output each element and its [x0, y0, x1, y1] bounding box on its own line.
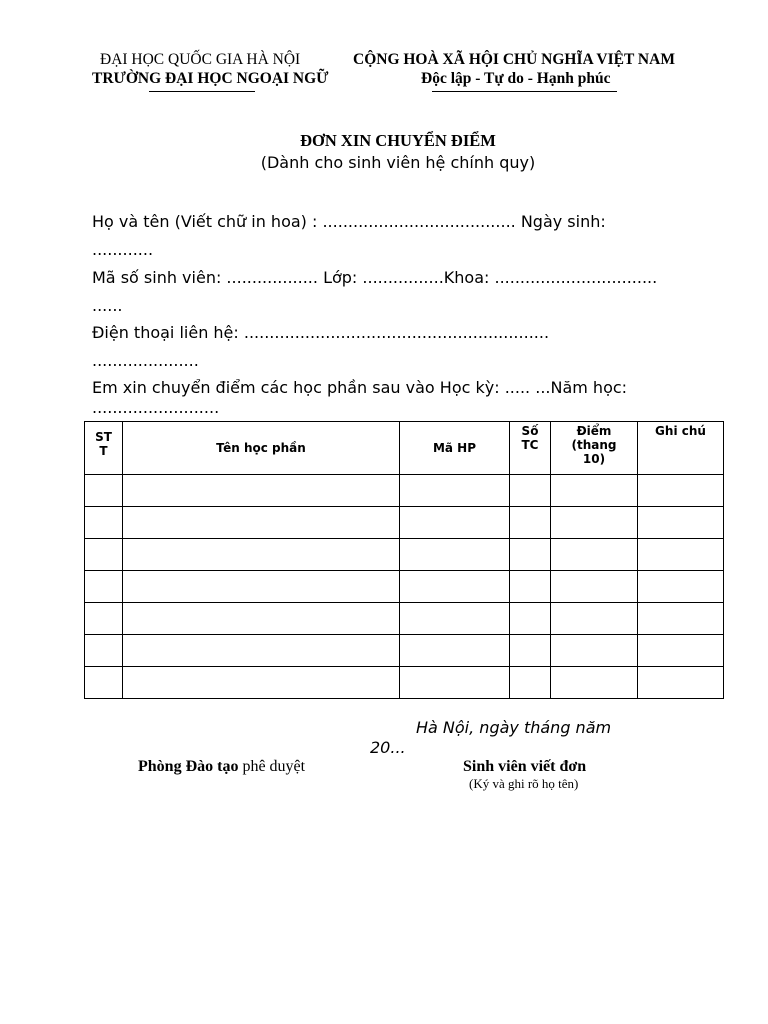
cell-course-code[interactable] — [400, 603, 510, 635]
table-row — [85, 475, 724, 507]
school-name: TRƯỜNG ĐẠI HỌC NGOẠI NGỮ — [92, 70, 329, 87]
cell-grade[interactable] — [551, 507, 638, 539]
cell-note[interactable] — [638, 603, 724, 635]
signature-note: (Ký và ghi rõ họ tên) — [469, 776, 579, 791]
cell-stt[interactable] — [85, 475, 123, 507]
cell-course-name[interactable] — [123, 539, 400, 571]
cell-grade[interactable] — [551, 667, 638, 699]
cell-course-code[interactable] — [400, 539, 510, 571]
col-header-grade: Điểm (thang 10) — [551, 422, 638, 475]
cell-grade[interactable] — [551, 571, 638, 603]
cell-note[interactable] — [638, 539, 724, 571]
cell-credits[interactable] — [510, 475, 551, 507]
cell-course-code[interactable] — [400, 507, 510, 539]
cell-note[interactable] — [638, 507, 724, 539]
place-date-year[interactable]: 20... — [370, 738, 406, 757]
course-table — [84, 421, 724, 699]
cell-course-name[interactable] — [123, 603, 400, 635]
cell-course-code[interactable] — [400, 667, 510, 699]
national-motto: Độc lập - Tự do - Hạnh phúc — [421, 70, 611, 87]
national-title: CỘNG HOÀ XÃ HỘI CHỦ NGHĨA VIỆT NAM — [353, 51, 675, 68]
cell-grade[interactable] — [551, 603, 638, 635]
document-subtitle: (Dành cho sinh viên hệ chính quy) — [260, 153, 536, 172]
faculty-field-cont[interactable]: ...... — [92, 296, 123, 315]
cell-credits[interactable] — [510, 603, 551, 635]
cell-course-code[interactable] — [400, 475, 510, 507]
table-row — [85, 539, 724, 571]
cell-course-code[interactable] — [400, 571, 510, 603]
cell-stt[interactable] — [85, 507, 123, 539]
student-id-field[interactable]: Mã số sinh viên: .................. Lớp: ................Khoa: ................................ — [92, 268, 658, 287]
cell-credits[interactable] — [510, 507, 551, 539]
cell-credits[interactable] — [510, 635, 551, 667]
table-header-row — [85, 422, 724, 475]
place-date-line[interactable]: Hà Nội, ngày tháng năm — [416, 718, 612, 737]
cell-credits[interactable] — [510, 667, 551, 699]
cell-stt[interactable] — [85, 539, 123, 571]
academic-year-field[interactable]: ......................... — [92, 398, 220, 417]
cell-grade[interactable] — [551, 635, 638, 667]
cell-note[interactable] — [638, 571, 724, 603]
cell-stt[interactable] — [85, 571, 123, 603]
table-body — [85, 475, 724, 699]
cell-course-name[interactable] — [123, 507, 400, 539]
col-header-course-code: Mã HP — [400, 422, 510, 475]
student-signature-label: Sinh viên viết đơn — [463, 758, 587, 775]
col-header-credits: Số TC — [510, 422, 551, 475]
col-header-stt: ST T — [85, 422, 123, 475]
name-field[interactable]: Họ và tên (Viết chữ in hoa) : ...................................... Ngày sinh: — [92, 212, 606, 231]
cell-course-name[interactable] — [123, 667, 400, 699]
phone-field-cont[interactable]: ..................... — [92, 351, 199, 370]
cell-note[interactable] — [638, 475, 724, 507]
cell-stt[interactable] — [85, 667, 123, 699]
birthdate-field[interactable]: ............ — [92, 240, 154, 259]
table-row — [85, 635, 724, 667]
table-row — [85, 571, 724, 603]
cell-credits[interactable] — [510, 571, 551, 603]
header-left-underline — [149, 91, 255, 92]
table-row — [85, 507, 724, 539]
col-header-note: Ghi chú — [638, 422, 724, 475]
cell-grade[interactable] — [551, 475, 638, 507]
cell-stt[interactable] — [85, 603, 123, 635]
cell-credits[interactable] — [510, 539, 551, 571]
cell-course-name[interactable] — [123, 571, 400, 603]
transfer-statement[interactable]: Em xin chuyển điểm các học phần sau vào Học kỳ: ..... ...Năm học: — [92, 378, 628, 397]
cell-note[interactable] — [638, 635, 724, 667]
cell-grade[interactable] — [551, 539, 638, 571]
table-row — [85, 603, 724, 635]
cell-note[interactable] — [638, 667, 724, 699]
cell-course-code[interactable] — [400, 635, 510, 667]
university-name: ĐẠI HỌC QUỐC GIA HÀ NỘI — [100, 51, 301, 68]
cell-course-name[interactable] — [123, 635, 400, 667]
training-office-approval: Phòng Đào tạo phê duyệt — [138, 758, 306, 775]
col-header-course-name: Tên học phần — [123, 422, 400, 475]
table-row — [85, 667, 724, 699]
header-right-underline — [432, 91, 617, 92]
phone-field[interactable]: Điện thoại liên hệ: ............................................................ — [92, 323, 550, 342]
cell-stt[interactable] — [85, 635, 123, 667]
document-title: ĐƠN XIN CHUYỂN ĐIỂM — [300, 131, 496, 150]
cell-course-name[interactable] — [123, 475, 400, 507]
